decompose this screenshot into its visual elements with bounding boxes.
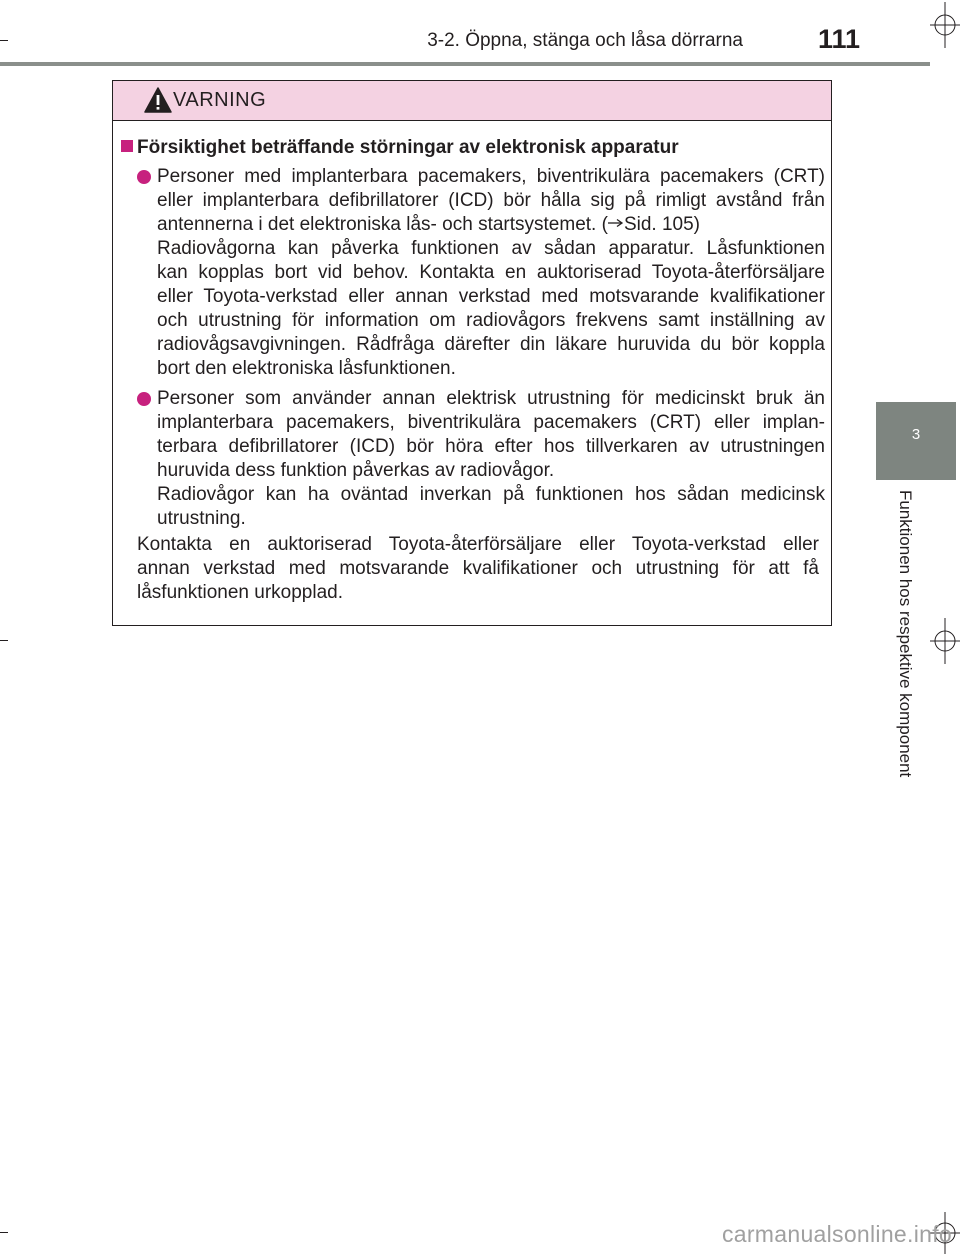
text-line: implanterbara pacemakers, biventrikulära pacemakers (CRT) eller implan-: [157, 412, 825, 433]
crop-tick-left-mid: [0, 640, 8, 641]
text-line: Radiovågorna kan påverka funktionen av sådan apparatur. Låsfunktionen: [157, 238, 825, 259]
warning-label: VARNING: [173, 89, 267, 111]
text-line: kan kopplas bort vid behov. Kontakta en auktoriserad Toyota-återförsäljare: [157, 262, 825, 283]
page-reference[interactable]: Sid. 105): [623, 214, 700, 235]
text-line: [157, 213, 825, 237]
text-line: bort den elektroniska låsfunktionen.: [157, 358, 456, 379]
chapter-title: Funktionen hos respektive komponent: [896, 490, 915, 778]
text-line: låsfunktionen urkopplad.: [137, 582, 343, 603]
square-bullet-icon: [121, 140, 133, 152]
header-rule: [0, 62, 930, 66]
warning-triangle-icon: [143, 86, 173, 114]
watermark: carmanualsonline.info: [721, 1221, 952, 1247]
text-line: utrustning.: [157, 508, 246, 529]
section-title: 3-2. Öppna, stänga och låsa dörrarna: [427, 30, 743, 51]
warning-header: [113, 81, 831, 121]
text-line: och utrustning för information om radiovågors frekvens samt inställning av: [157, 310, 825, 331]
arrow-right-icon: [608, 218, 624, 228]
text-line: Personer med implanterbara pacemakers, biventrikulära pacemakers (CRT): [157, 166, 825, 187]
section-heading: [121, 137, 679, 159]
crop-mark-mid-right: [930, 618, 960, 664]
page-number: 111: [818, 24, 861, 54]
text-line: eller Toyota-verkstad eller annan verkstad med motsvarande kvalifikationer: [157, 286, 825, 307]
crop-tick-left-top: [0, 40, 8, 41]
closing-paragraph: [137, 533, 819, 605]
text-line: terbara defibrillatorer (ICD) bör höra efter hos tillverkaren av utrustningen: [157, 436, 825, 457]
text-line: eller implanterbara defibrillatorer (ICD) bör hålla sig på rimligt avstånd från: [157, 190, 825, 211]
bullet-dot-icon: [137, 170, 151, 184]
text-line: Radiovågor kan ha oväntad inverkan på funktionen hos sådan medicinsk: [157, 484, 825, 505]
warning-box: [112, 80, 832, 626]
crop-tick-left-bottom: [0, 1232, 8, 1233]
text-line: Kontakta en auktoriserad Toyota-återförsäljare eller Toyota-verkstad eller: [137, 534, 819, 555]
text-line: Personer som använder annan elektrisk utrustning för medicinskt bruk än: [157, 388, 825, 409]
text-fragment: antennerna i det elektroniska lås- och startsystemet. (: [157, 214, 608, 235]
text-line: annan verkstad med motsvarande kvalifikationer och utrustning för att få: [137, 558, 819, 579]
text-line: huruvida dess funktion påverkas av radiovågor.: [157, 460, 555, 481]
list-item: [137, 387, 825, 531]
chapter-number: 3: [911, 426, 921, 443]
section-heading-text: Försiktighet beträffande störningar av elektronisk apparatur: [137, 137, 679, 158]
text-line: radiovågsavgivningen. Rådfråga därefter din läkare huruvida du bör koppla: [157, 334, 825, 355]
chapter-tab: [876, 402, 956, 480]
bullet-dot-icon: [137, 392, 151, 406]
crop-mark-top-right: [930, 2, 960, 48]
list-item: [137, 165, 825, 381]
